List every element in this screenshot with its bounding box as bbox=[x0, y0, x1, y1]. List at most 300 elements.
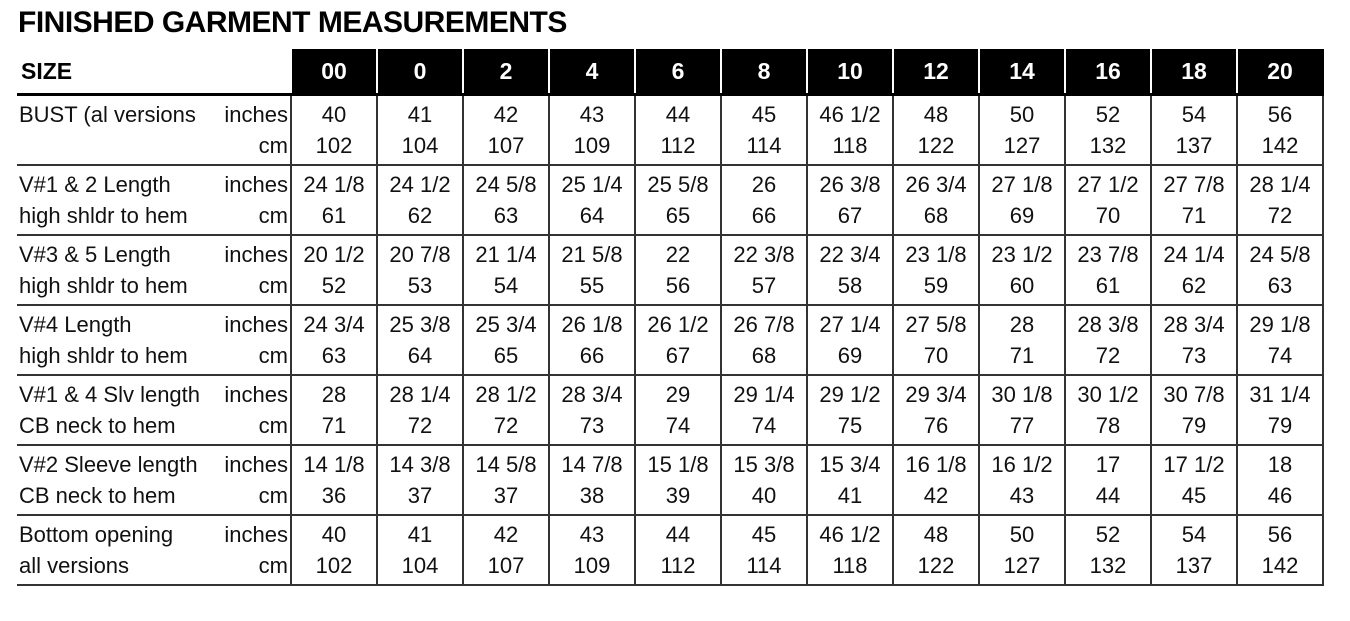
value-inches: 18 bbox=[1267, 452, 1293, 477]
measurement-cell bbox=[807, 305, 893, 375]
value-cm: 73 bbox=[579, 413, 605, 438]
measurement-cell bbox=[1065, 515, 1151, 585]
row-label-text: BUST (al versions bbox=[19, 102, 196, 127]
value-inches: 20 7/8 bbox=[389, 242, 451, 267]
value-inches: 29 1/4 bbox=[733, 382, 795, 407]
value-inches: 44 bbox=[665, 522, 691, 547]
row-label-text: V#1 & 2 Length bbox=[19, 172, 171, 197]
value-cm: 63 bbox=[493, 203, 519, 228]
value-cm: 112 bbox=[660, 133, 696, 158]
measurement-cell bbox=[463, 305, 549, 375]
row-label-line-1 bbox=[17, 99, 290, 130]
row-label-text: V#2 Sleeve length bbox=[19, 452, 198, 477]
row-label-line-2 bbox=[17, 550, 290, 581]
value-cm: 104 bbox=[401, 133, 439, 158]
measurement-cell bbox=[721, 445, 807, 515]
measurement-row bbox=[17, 445, 1323, 515]
value-inches: 17 1/2 bbox=[1163, 452, 1225, 477]
value-inches: 45 bbox=[751, 522, 777, 547]
value-inches: 23 1/2 bbox=[991, 242, 1053, 267]
measurement-row bbox=[17, 515, 1323, 585]
value-cm: 71 bbox=[321, 413, 347, 438]
size-column-header: 16 bbox=[1065, 49, 1151, 95]
value-cm: 57 bbox=[751, 273, 777, 298]
size-column-header: 12 bbox=[893, 49, 979, 95]
measurement-cell bbox=[1065, 95, 1151, 166]
value-inches: 31 1/4 bbox=[1249, 382, 1311, 407]
row-label-line-1 bbox=[17, 519, 290, 550]
value-inches: 21 5/8 bbox=[561, 242, 623, 267]
value-cm: 60 bbox=[1009, 273, 1035, 298]
value-inches: 23 7/8 bbox=[1077, 242, 1139, 267]
value-inches: 44 bbox=[665, 102, 691, 127]
value-inches: 21 1/4 bbox=[475, 242, 537, 267]
value-cm: 55 bbox=[579, 273, 605, 298]
value-inches: 28 1/2 bbox=[475, 382, 537, 407]
measurement-cell bbox=[635, 305, 721, 375]
measurement-rows bbox=[17, 95, 1323, 586]
value-inches: 27 1/2 bbox=[1077, 172, 1139, 197]
row-label-line-1 bbox=[17, 379, 290, 410]
measurement-cell bbox=[721, 305, 807, 375]
row-label-line-2 bbox=[17, 270, 290, 301]
value-inches: 14 5/8 bbox=[475, 452, 537, 477]
measurement-cell bbox=[1151, 95, 1237, 166]
value-inches: 16 1/8 bbox=[905, 452, 967, 477]
measurement-cell bbox=[635, 375, 721, 445]
measurement-cell bbox=[291, 305, 377, 375]
value-inches: 22 bbox=[665, 242, 691, 267]
unit-cm-label: cm bbox=[258, 203, 288, 228]
measurement-cell bbox=[377, 165, 463, 235]
unit-cm-label: cm bbox=[258, 343, 288, 368]
value-inches: 54 bbox=[1181, 102, 1207, 127]
value-inches: 20 1/2 bbox=[303, 242, 365, 267]
value-inches: 25 5/8 bbox=[647, 172, 709, 197]
value-inches: 27 7/8 bbox=[1163, 172, 1225, 197]
row-label bbox=[17, 305, 291, 375]
value-cm: 107 bbox=[487, 553, 525, 578]
value-inches: 42 bbox=[493, 522, 519, 547]
unit-inches-label: inches bbox=[224, 522, 288, 547]
measurement-cell bbox=[291, 95, 377, 166]
measurement-cell bbox=[377, 375, 463, 445]
measurement-cell bbox=[549, 515, 635, 585]
measurement-cell bbox=[721, 165, 807, 235]
value-inches: 22 3/8 bbox=[733, 242, 795, 267]
row-label-line-2 bbox=[17, 410, 290, 441]
size-column-header: 6 bbox=[635, 49, 721, 95]
value-inches: 54 bbox=[1181, 522, 1207, 547]
value-cm: 74 bbox=[665, 413, 691, 438]
measurement-cell bbox=[979, 305, 1065, 375]
size-column-header: 8 bbox=[721, 49, 807, 95]
value-inches: 40 bbox=[321, 102, 347, 127]
value-inches: 30 7/8 bbox=[1163, 382, 1225, 407]
value-cm: 73 bbox=[1181, 343, 1207, 368]
value-cm: 40 bbox=[751, 483, 777, 508]
measurement-cell bbox=[1151, 235, 1237, 305]
measurement-cell bbox=[549, 305, 635, 375]
measurement-cell bbox=[549, 235, 635, 305]
measurement-cell bbox=[979, 375, 1065, 445]
unit-inches-label: inches bbox=[224, 382, 288, 407]
row-label bbox=[17, 375, 291, 445]
measurement-cell bbox=[1237, 95, 1323, 166]
unit-cm-label: cm bbox=[258, 413, 288, 438]
value-inches: 28 3/4 bbox=[1163, 312, 1225, 337]
measurement-row bbox=[17, 95, 1323, 166]
unit-inches-label: inches bbox=[224, 172, 288, 197]
unit-inches-label: inches bbox=[224, 312, 288, 337]
measurement-cell bbox=[721, 95, 807, 166]
value-cm: 72 bbox=[407, 413, 433, 438]
measurement-cell bbox=[377, 445, 463, 515]
row-label bbox=[17, 95, 291, 166]
value-inches: 14 3/8 bbox=[389, 452, 451, 477]
value-inches: 14 1/8 bbox=[303, 452, 365, 477]
row-label-subtext: CB neck to hem bbox=[19, 413, 176, 438]
value-inches: 16 1/2 bbox=[991, 452, 1053, 477]
size-column-header: 00 bbox=[291, 49, 377, 95]
value-cm: 42 bbox=[923, 483, 949, 508]
measurement-cell bbox=[463, 515, 549, 585]
value-cm: 114 bbox=[746, 553, 782, 578]
value-inches: 25 3/8 bbox=[389, 312, 451, 337]
measurement-cell bbox=[807, 95, 893, 166]
measurement-cell bbox=[1065, 165, 1151, 235]
value-inches: 27 1/8 bbox=[991, 172, 1053, 197]
value-inches: 14 7/8 bbox=[561, 452, 623, 477]
value-cm: 69 bbox=[1009, 203, 1035, 228]
measurement-cell bbox=[377, 515, 463, 585]
measurement-cell bbox=[635, 165, 721, 235]
measurement-cell bbox=[807, 375, 893, 445]
value-cm: 64 bbox=[407, 343, 433, 368]
measurement-cell bbox=[979, 165, 1065, 235]
value-inches: 26 3/8 bbox=[819, 172, 881, 197]
value-cm: 74 bbox=[751, 413, 777, 438]
measurement-cell bbox=[1151, 165, 1237, 235]
value-cm: 44 bbox=[1095, 483, 1121, 508]
value-cm: 63 bbox=[321, 343, 347, 368]
value-inches: 22 3/4 bbox=[819, 242, 881, 267]
measurement-cell bbox=[893, 445, 979, 515]
value-cm: 72 bbox=[1095, 343, 1121, 368]
value-cm: 61 bbox=[1095, 273, 1121, 298]
size-column-header: 0 bbox=[377, 49, 463, 95]
value-cm: 45 bbox=[1181, 483, 1207, 508]
value-inches: 29 1/2 bbox=[819, 382, 881, 407]
value-cm: 104 bbox=[401, 553, 439, 578]
value-inches: 28 1/4 bbox=[1249, 172, 1311, 197]
value-cm: 132 bbox=[1089, 553, 1127, 578]
measurement-cell bbox=[291, 515, 377, 585]
row-label-subtext: high shldr to hem bbox=[19, 343, 188, 368]
value-inches: 17 bbox=[1095, 452, 1121, 477]
value-inches: 30 1/2 bbox=[1077, 382, 1139, 407]
measurement-cell bbox=[807, 445, 893, 515]
value-inches: 56 bbox=[1267, 102, 1293, 127]
value-inches: 29 1/8 bbox=[1249, 312, 1311, 337]
measurement-cell bbox=[807, 515, 893, 585]
measurement-cell bbox=[1065, 375, 1151, 445]
measurement-cell bbox=[893, 95, 979, 166]
value-cm: 69 bbox=[837, 343, 863, 368]
unit-inches-label: inches bbox=[224, 102, 288, 127]
measurement-cell bbox=[807, 165, 893, 235]
value-cm: 79 bbox=[1181, 413, 1207, 438]
value-cm: 72 bbox=[1267, 203, 1293, 228]
measurement-cell bbox=[1237, 515, 1323, 585]
measurement-row bbox=[17, 375, 1323, 445]
unit-cm-label: cm bbox=[258, 133, 288, 158]
measurement-cell bbox=[377, 95, 463, 166]
measurement-cell bbox=[807, 235, 893, 305]
value-inches: 28 bbox=[321, 382, 347, 407]
value-cm: 64 bbox=[579, 203, 605, 228]
value-inches: 41 bbox=[407, 522, 433, 547]
value-cm: 67 bbox=[837, 203, 863, 228]
measurement-cell bbox=[893, 165, 979, 235]
value-cm: 46 bbox=[1267, 483, 1293, 508]
measurement-cell bbox=[893, 375, 979, 445]
measurement-cell bbox=[1237, 235, 1323, 305]
measurement-cell bbox=[1237, 305, 1323, 375]
value-inches: 43 bbox=[579, 102, 605, 127]
measurement-cell bbox=[463, 95, 549, 166]
page-title: FINISHED GARMENT MEASUREMENTS bbox=[18, 6, 567, 39]
measurement-cell bbox=[463, 445, 549, 515]
measurement-cell bbox=[635, 515, 721, 585]
value-inches: 50 bbox=[1009, 102, 1035, 127]
value-cm: 62 bbox=[1181, 273, 1207, 298]
value-inches: 48 bbox=[923, 102, 949, 127]
value-inches: 43 bbox=[579, 522, 605, 547]
measurement-cell bbox=[463, 165, 549, 235]
value-inches: 24 5/8 bbox=[1249, 242, 1311, 267]
measurement-cell bbox=[979, 95, 1065, 166]
row-label-text: V#3 & 5 Length bbox=[19, 242, 171, 267]
row-label-subtext: all versions bbox=[19, 553, 130, 578]
row-label bbox=[17, 235, 291, 305]
measurement-cell bbox=[1151, 375, 1237, 445]
row-label bbox=[17, 515, 291, 585]
value-inches: 52 bbox=[1095, 102, 1121, 127]
value-inches: 15 1/8 bbox=[647, 452, 709, 477]
value-cm: 109 bbox=[573, 553, 611, 578]
size-column-header: 14 bbox=[979, 49, 1065, 95]
unit-cm-label: cm bbox=[258, 483, 288, 508]
measurement-cell bbox=[463, 375, 549, 445]
row-label-line-1 bbox=[17, 449, 290, 480]
measurement-row bbox=[17, 305, 1323, 375]
row-label bbox=[17, 445, 291, 515]
value-cm: 122 bbox=[917, 553, 955, 578]
measurement-row bbox=[17, 165, 1323, 235]
value-cm: 114 bbox=[746, 133, 782, 158]
value-cm: 137 bbox=[1175, 553, 1213, 578]
measurement-cell bbox=[635, 235, 721, 305]
value-cm: 75 bbox=[837, 413, 863, 438]
value-cm: 63 bbox=[1267, 273, 1293, 298]
value-cm: 72 bbox=[493, 413, 519, 438]
value-inches: 28 bbox=[1009, 312, 1035, 337]
value-inches: 24 1/4 bbox=[1163, 242, 1225, 267]
value-inches: 28 3/4 bbox=[561, 382, 623, 407]
measurement-cell bbox=[1151, 305, 1237, 375]
value-cm: 78 bbox=[1095, 413, 1121, 438]
value-cm: 67 bbox=[665, 343, 691, 368]
measurement-cell bbox=[1237, 445, 1323, 515]
value-cm: 118 bbox=[832, 553, 868, 578]
value-cm: 127 bbox=[1003, 553, 1041, 578]
value-inches: 29 bbox=[665, 382, 691, 407]
value-cm: 118 bbox=[832, 133, 868, 158]
value-inches: 28 3/8 bbox=[1077, 312, 1139, 337]
value-inches: 46 1/2 bbox=[819, 522, 881, 547]
value-cm: 66 bbox=[579, 343, 605, 368]
value-cm: 142 bbox=[1261, 553, 1299, 578]
measurement-cell bbox=[1237, 165, 1323, 235]
value-cm: 71 bbox=[1009, 343, 1035, 368]
measurement-cell bbox=[979, 515, 1065, 585]
value-cm: 37 bbox=[407, 483, 433, 508]
value-cm: 74 bbox=[1267, 343, 1293, 368]
measurement-cell bbox=[893, 235, 979, 305]
measurement-cell bbox=[549, 165, 635, 235]
value-cm: 102 bbox=[315, 553, 353, 578]
measurement-cell bbox=[893, 515, 979, 585]
value-inches: 52 bbox=[1095, 522, 1121, 547]
measurement-table bbox=[17, 49, 1324, 586]
value-inches: 40 bbox=[321, 522, 347, 547]
value-inches: 25 1/4 bbox=[561, 172, 623, 197]
row-label-text: V#1 & 4 Slv length bbox=[19, 382, 201, 407]
value-cm: 52 bbox=[321, 273, 347, 298]
value-inches: 24 1/8 bbox=[303, 172, 365, 197]
value-cm: 77 bbox=[1009, 413, 1035, 438]
measurement-cell bbox=[1151, 445, 1237, 515]
measurement-cell bbox=[463, 235, 549, 305]
measurement-cell bbox=[377, 235, 463, 305]
value-cm: 127 bbox=[1003, 133, 1041, 158]
value-inches: 26 7/8 bbox=[733, 312, 795, 337]
value-cm: 59 bbox=[923, 273, 949, 298]
size-column-header: 20 bbox=[1237, 49, 1323, 95]
row-label-line-1 bbox=[17, 239, 290, 270]
value-cm: 70 bbox=[923, 343, 949, 368]
value-inches: 24 1/2 bbox=[389, 172, 451, 197]
value-cm: 109 bbox=[573, 133, 611, 158]
value-cm: 36 bbox=[321, 483, 347, 508]
row-label-subtext: CB neck to hem bbox=[19, 483, 176, 508]
measurement-cell bbox=[549, 95, 635, 166]
measurement-cell bbox=[1151, 515, 1237, 585]
value-inches: 28 1/4 bbox=[389, 382, 451, 407]
value-cm: 71 bbox=[1181, 203, 1207, 228]
value-inches: 48 bbox=[923, 522, 949, 547]
row-label-line-1 bbox=[17, 169, 290, 200]
row-label-line-2 bbox=[17, 130, 290, 161]
row-label-text: Bottom opening bbox=[19, 522, 174, 547]
value-inches: 26 1/2 bbox=[647, 312, 709, 337]
value-inches: 50 bbox=[1009, 522, 1035, 547]
value-cm: 70 bbox=[1095, 203, 1121, 228]
measurement-cell bbox=[549, 445, 635, 515]
measurement-cell bbox=[979, 235, 1065, 305]
value-cm: 54 bbox=[493, 273, 519, 298]
row-label-line-2 bbox=[17, 340, 290, 371]
measurement-cell bbox=[291, 375, 377, 445]
size-header-label: SIZE bbox=[17, 49, 291, 95]
value-inches: 41 bbox=[407, 102, 433, 127]
value-inches: 26 1/8 bbox=[561, 312, 623, 337]
row-label-subtext: high shldr to hem bbox=[19, 203, 188, 228]
size-column-header: 2 bbox=[463, 49, 549, 95]
value-inches: 27 1/4 bbox=[819, 312, 881, 337]
size-column-header: 4 bbox=[549, 49, 635, 95]
value-cm: 65 bbox=[493, 343, 519, 368]
value-inches: 26 3/4 bbox=[905, 172, 967, 197]
measurement-cell bbox=[721, 515, 807, 585]
value-cm: 76 bbox=[923, 413, 949, 438]
value-inches: 24 5/8 bbox=[475, 172, 537, 197]
measurement-cell bbox=[291, 235, 377, 305]
measurement-cell bbox=[1065, 235, 1151, 305]
value-cm: 107 bbox=[487, 133, 525, 158]
value-inches: 24 3/4 bbox=[303, 312, 365, 337]
value-inches: 15 3/4 bbox=[819, 452, 881, 477]
measurement-cell bbox=[291, 445, 377, 515]
value-cm: 122 bbox=[917, 133, 955, 158]
value-cm: 41 bbox=[837, 483, 863, 508]
value-inches: 42 bbox=[493, 102, 519, 127]
unit-cm-label: cm bbox=[258, 273, 288, 298]
value-cm: 68 bbox=[751, 343, 777, 368]
value-cm: 137 bbox=[1175, 133, 1213, 158]
row-label-text: V#4 Length bbox=[19, 312, 132, 337]
size-header-row bbox=[17, 49, 1323, 95]
measurement-cell bbox=[893, 305, 979, 375]
value-inches: 27 5/8 bbox=[905, 312, 967, 337]
measurement-cell bbox=[721, 235, 807, 305]
measurement-cell bbox=[721, 375, 807, 445]
row-label bbox=[17, 165, 291, 235]
value-inches: 15 3/8 bbox=[733, 452, 795, 477]
value-inches: 26 bbox=[751, 172, 777, 197]
value-inches: 45 bbox=[751, 102, 777, 127]
value-cm: 66 bbox=[751, 203, 777, 228]
measurement-cell bbox=[1065, 445, 1151, 515]
measurement-row bbox=[17, 235, 1323, 305]
value-cm: 79 bbox=[1267, 413, 1293, 438]
value-cm: 56 bbox=[665, 273, 691, 298]
value-cm: 39 bbox=[665, 483, 691, 508]
row-label-subtext: high shldr to hem bbox=[19, 273, 188, 298]
measurement-cell bbox=[291, 165, 377, 235]
measurement-cell bbox=[635, 95, 721, 166]
measurement-cell bbox=[377, 305, 463, 375]
row-label-line-2 bbox=[17, 480, 290, 511]
value-cm: 112 bbox=[660, 553, 696, 578]
value-cm: 68 bbox=[923, 203, 949, 228]
value-cm: 43 bbox=[1009, 483, 1035, 508]
measurement-cell bbox=[549, 375, 635, 445]
value-cm: 102 bbox=[315, 133, 353, 158]
size-column-header: 18 bbox=[1151, 49, 1237, 95]
unit-cm-label: cm bbox=[258, 553, 288, 578]
